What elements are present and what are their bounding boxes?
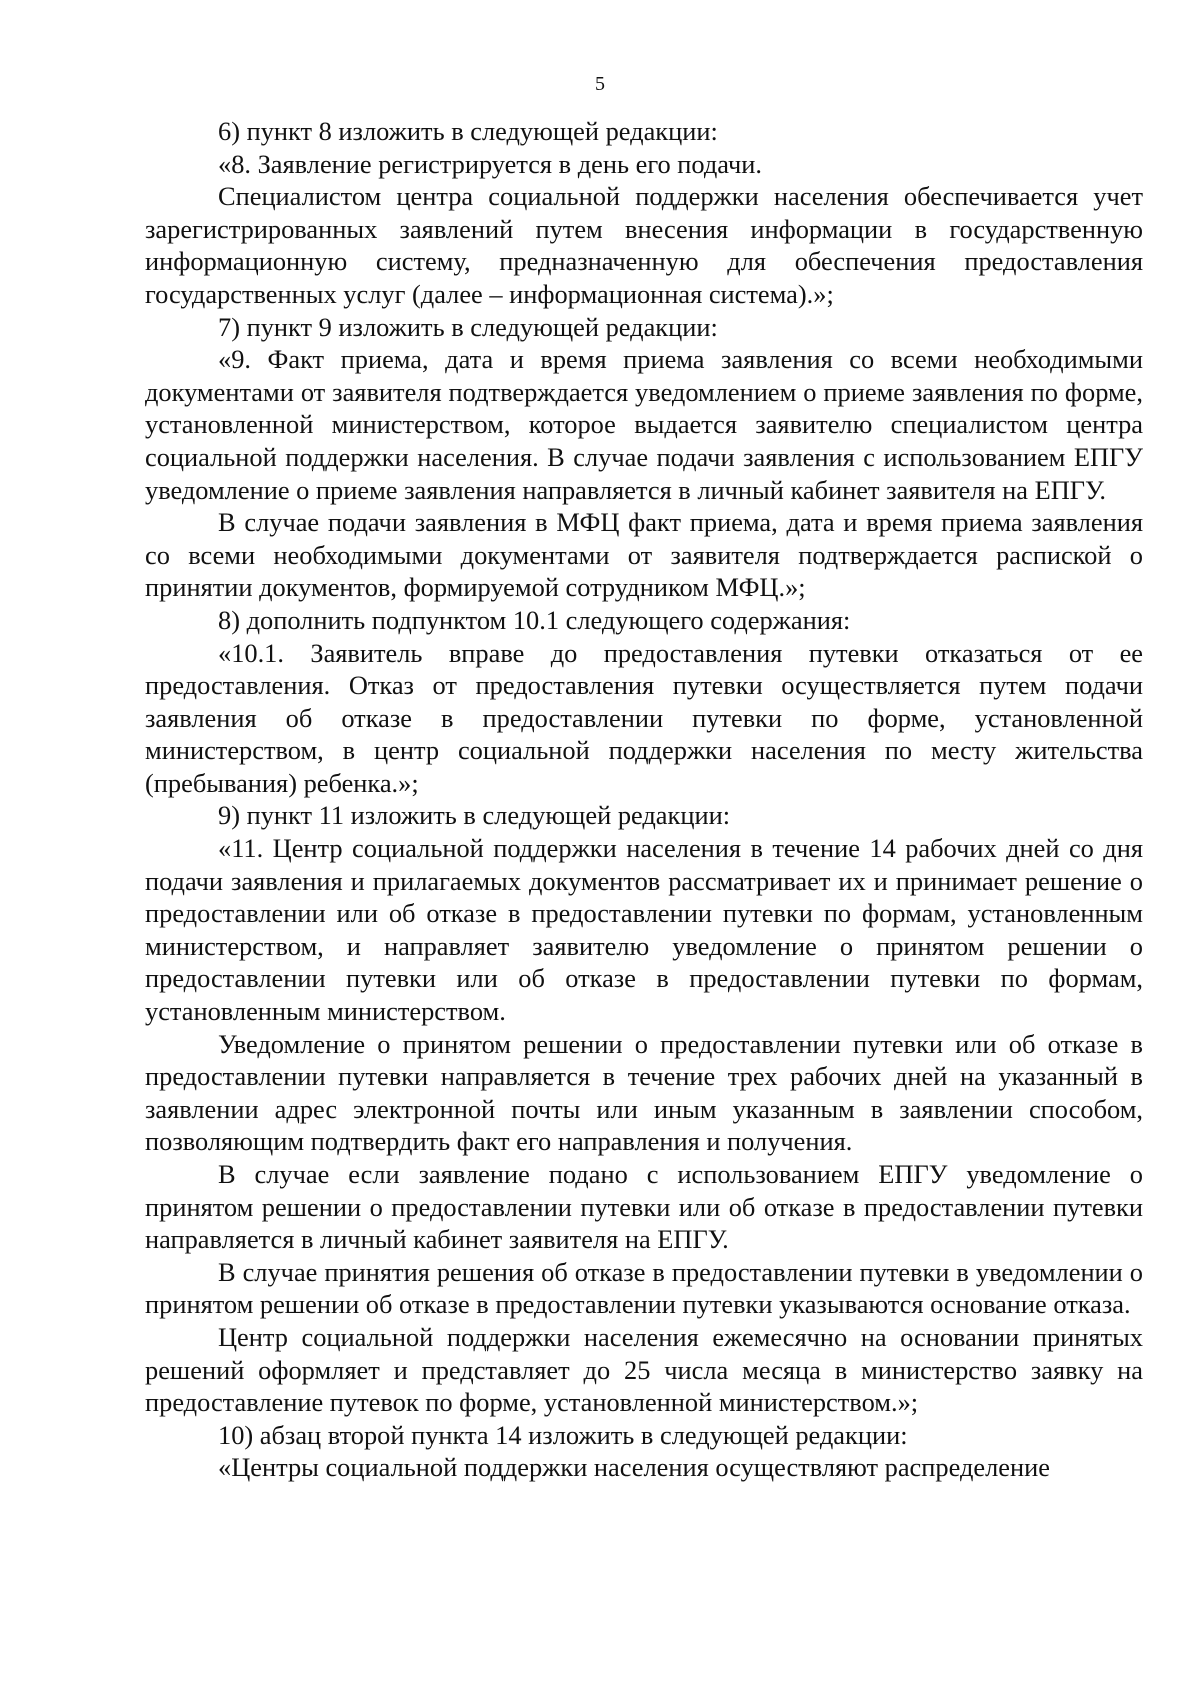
paragraph-point-14-start: «Центры социальной поддержки населения осуществляют распределение xyxy=(218,1452,1050,1483)
paragraph-point-11-monthly: Центр социальной поддержки населения ежемесячно на основании принятых решений оформляет и представляет до 25 числа месяца в министерство заявку на предоставление путевок по форме, установленной министерством.»; xyxy=(145,1321,1143,1418)
paragraph-point-11-notification: Уведомление о принятом решении о предоставлении путевки или об отказе в предоставлении путевки направляется в течение трех рабочих дней на указанный в заявлении адрес электронной почты или иным указанным в заявлении способом, позволяющим подтвердить факт его направления и получения. xyxy=(145,1028,1143,1157)
paragraph-item-9-header: 9) пункт 11 изложить в следующей редакции: xyxy=(218,800,731,831)
paragraph-item-6-header: 6) пункт 8 изложить в следующей редакции: xyxy=(218,116,718,146)
page-number: 5 xyxy=(595,73,605,95)
paragraph-point-9-mfc: В случае подачи заявления в МФЦ факт приема, дата и время приема заявления со всеми необходимыми документами от заявителя подтверждается распиской о принятии документов, формируемой сотрудником МФЦ.»; xyxy=(145,507,1143,603)
paragraph-point-8: «8. Заявление регистрируется в день его подачи. xyxy=(218,148,762,179)
paragraph-item-7-header: 7) пункт 9 изложить в следующей редакции: xyxy=(218,311,718,342)
paragraph-point-11-epgu: В случае если заявление подано с использованием ЕПГУ уведомление о принятом решении о предоставлении путевки или об отказе в предоставлении путевки направляется в личный кабинет заявителя на ЕПГУ. xyxy=(145,1159,1143,1255)
paragraph-point-9: «9. Факт приема, дата и время приема заявления со всеми необходимыми документами от заявителя подтверждается уведомлением о приеме заявления по форме, установленной министерством, которое выдается заявителю специалистом центра социальной поддержки населения. В случае подачи заявления с использованием ЕПГУ уведомление о приеме заявления направляется в личный кабинет заявителя на ЕПГУ. xyxy=(145,344,1143,505)
document-body xyxy=(145,115,1143,1484)
paragraph-point-8-specialist: Специалистом центра социальной поддержки населения обеспечивается учет зарегистрированных заявлений путем внесения информации в государственную информационную систему, предназначенную для обеспечения предоставления государственных услуг (далее – информационная система).»; xyxy=(145,181,1143,309)
paragraph-item-10-header: 10) абзац второй пункта 14 изложить в следующей редакции: xyxy=(218,1419,908,1450)
paragraph-point-11-refusal: В случае принятия решения об отказе в предоставлении путевки в уведомлении о принятом решении об отказе в предоставлении путевки указываются основание отказа. xyxy=(145,1256,1143,1320)
paragraph-item-8-header: 8) дополнить подпунктом 10.1 следующего содержания: xyxy=(218,604,851,635)
paragraph-point-10-1: «10.1. Заявитель вправе до предоставления путевки отказаться от ее предоставления. Отказ от предоставления путевки осуществляется путем подачи заявления об отказе в предоставлении путевки по форме, установленной министерством, в центр социальной поддержки населения по месту жительства (пребывания) ребенка.»; xyxy=(145,637,1143,798)
paragraph-point-11: «11. Центр социальной поддержки населения в течение 14 рабочих дней со дня подачи заявления и прилагаемых документов рассматривает их и принимает решение о предоставлении или об отказе в предоставлении путевки по формам, установленным министерством, и направляет заявителю уведомление о принятом решении о предоставлении путевки или об отказе в предоставлении путевки по формам, установленным министерством. xyxy=(145,833,1143,1027)
